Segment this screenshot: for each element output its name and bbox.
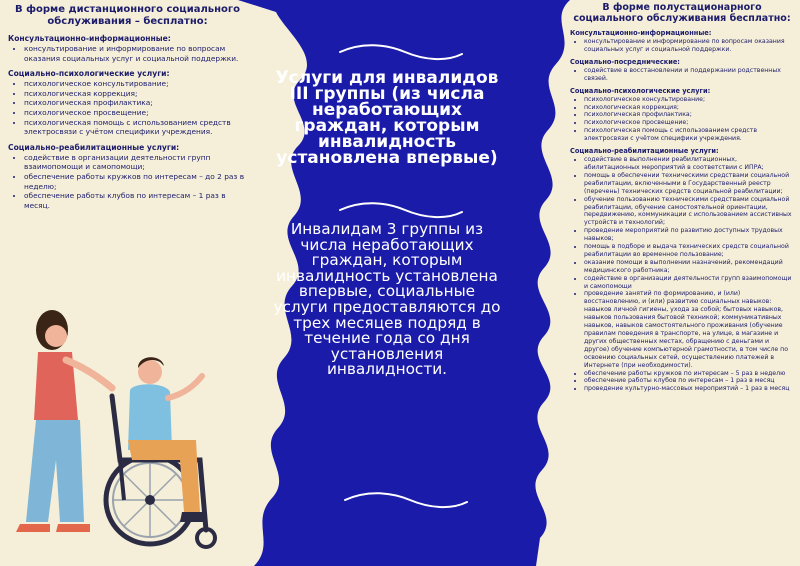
list-item: • психологическая профилактика; bbox=[24, 98, 247, 108]
section-heading: Социально-психологические услуги: bbox=[570, 86, 711, 95]
list-item: • психологическая помощь с использованием средств электросвязи с учётом специфики учреждения. bbox=[24, 118, 247, 137]
list-item: • проведение мероприятий по развитию доступных трудовых навыков; bbox=[584, 227, 794, 243]
list-item: • психологическая профилактика; bbox=[584, 111, 794, 119]
right-section bbox=[570, 147, 794, 393]
section-heading: Социально-реабилитационные услуги: bbox=[570, 147, 719, 156]
list-item: • помощь в обеспечении техническими средствами социальной реабилитации, включенными в Государственный реестр (перечень) технических средств социальной реабилитации; bbox=[584, 172, 794, 196]
man-pants-icon bbox=[128, 440, 200, 512]
section-heading: Социально-реабилитационные услуги: bbox=[8, 142, 180, 152]
list-item: • проведение культурно-массовых мероприятий – 1 раз в месяц bbox=[584, 385, 794, 393]
list-item: • консультирование и информирование по вопросам оказания социальных услуг и социальной поддержки. bbox=[584, 38, 794, 54]
right-panel bbox=[560, 0, 800, 393]
right-section bbox=[570, 29, 794, 54]
list-item: • психологическое просвещение; bbox=[584, 119, 794, 127]
left-section bbox=[8, 69, 247, 137]
list-item: • психологическая коррекция; bbox=[584, 104, 794, 112]
list-item: • содействие в организации деятельности групп взаимопомощи и самопомощи; bbox=[24, 153, 247, 172]
section-heading: Консультационно-информационные: bbox=[8, 34, 171, 43]
list-item: • содействие в организации деятельности групп взаимопомощи и самопомощи bbox=[584, 275, 794, 291]
left-section bbox=[8, 143, 247, 211]
list-item: • психологическое консультирование; bbox=[24, 79, 247, 89]
list-item: • психологическая помощь с использованием средств электросвязи с учётом специфики учреждения. bbox=[584, 127, 794, 143]
right-section bbox=[570, 58, 794, 83]
list-item: • обеспечение работы клубов по интересам – 1 раз в месяц. bbox=[24, 191, 247, 210]
list-item: • оказание помощи в выполнении назначений, рекомендаций медицинского работника; bbox=[584, 259, 794, 275]
list-item: • психологическое консультирование; bbox=[584, 96, 794, 104]
left-panel bbox=[0, 0, 255, 210]
list-item: • обучение пользованию техническими средствами социальной реабилитации, обучение самостоятельной ориентации, передвижению, коммуникации с использованием ассистивных устройств и технологий; bbox=[584, 196, 794, 228]
caregiver-wheelchair-illustration bbox=[0, 300, 230, 566]
right-panel-title: В форме полустационарного социального обслуживания бесплатно: bbox=[573, 2, 791, 24]
list-item: • проведение занятий по формированию, и (или) восстановлению, и (или) развитию социальных навыков: навыков личной гигиены, ухода за собой; бытовых навыков, навыков пользования бытовой техникой; коммуникативных навыков, навыков самостоятельного проживания (обучение правилам поведения в транспорте, на улице, в магазине и других общественных местах, обращению с деньгами и другое) обучение компьютерной грамотности, в том числе по освоению социальных сетей, осуществлению платежей в Интернете (при необходимости). bbox=[584, 290, 794, 369]
caregiver-pants-icon bbox=[26, 420, 84, 522]
list-item: • психологическая коррекция; bbox=[24, 89, 247, 99]
list-item: • консультирование и информирование по вопросам оказания социальных услуг и социальной поддержки. bbox=[24, 44, 247, 63]
section-heading: Консультационно-информационные: bbox=[570, 29, 712, 37]
left-panel-title: В форме дистанционного социального обслуживания – бесплатно: bbox=[15, 4, 240, 27]
section-heading: Социально-посреднические: bbox=[570, 57, 680, 66]
center-title: Услуги для инвалидов III группы (из числа неработающих граждан, которым инвалидность установлена впервые) bbox=[275, 68, 499, 168]
section-heading: Социально-психологические услуги: bbox=[8, 69, 170, 79]
list-item: • содействие в восстановлении и поддержании родственных связей. bbox=[584, 67, 794, 83]
list-item: • психологическое просвещение; bbox=[24, 108, 247, 118]
list-item: • содействие в выполнении реабилитационных, абилитационных мероприятий в соответствии с ИПРА; bbox=[584, 156, 794, 172]
list-item: • помощь в подборе и выдача технических средств социальной реабилитации во временное пользование; bbox=[584, 243, 794, 259]
list-item: • обеспечение работы кружков по интересам – до 2 раз в неделю; bbox=[24, 172, 247, 191]
center-body: Инвалидам 3 группы из числа неработающих граждан, которым инвалидность установлена впервые, социальные услуги предоставляются до трех месяцев подряд в течение года со дня установления инвалидности. bbox=[273, 220, 501, 379]
left-section bbox=[8, 34, 247, 63]
face-icon bbox=[45, 325, 67, 347]
list-item: • обеспечение работы клубов по интересам – 1 раз в месяц bbox=[584, 377, 794, 385]
list-item: • обеспечение работы кружков по интересам – 5 раз в неделю bbox=[584, 370, 794, 378]
right-section bbox=[570, 87, 794, 143]
